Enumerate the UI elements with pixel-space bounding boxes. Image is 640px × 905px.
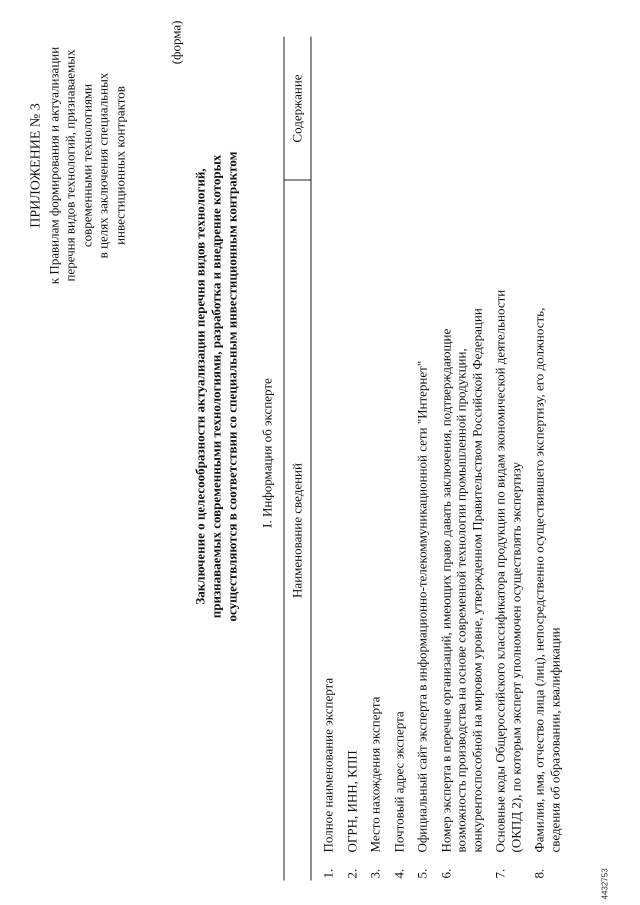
appendix-line: к Правилам формирования и актуализации	[45, 46, 61, 284]
row-number: 5.	[414, 868, 429, 878]
row-text: Номер эксперта в перечне организаций, имеющих право давать заключения, подтверждающие	[437, 328, 453, 852]
row-text: Официальный сайт эксперта в информационно-телекоммуникационной сети "Интернет"	[414, 360, 429, 852]
form-note: (форма)	[168, 20, 183, 64]
row-number: 3.	[367, 868, 382, 878]
appendix-title: ПРИЛОЖЕНИЕ № 3	[28, 102, 43, 228]
table-row	[367, 180, 383, 880]
table-row	[492, 180, 523, 880]
row-text: конкурентоспособной на мировом уровне, утвержденном Правительством Российской Федерации	[468, 307, 484, 852]
row-text: Основные коды Общероссийского классификатора продукции по видам экономической деятельности	[492, 289, 507, 852]
row-text: ОГРН, ИНН, КПП	[343, 749, 359, 852]
title-line: осуществляются в соответствии со специальным инвестиционным контрактом	[224, 151, 239, 621]
table-row	[438, 180, 485, 880]
row-number: 1.	[320, 868, 335, 878]
document-title	[192, 91, 240, 681]
appendix-header	[28, 15, 128, 315]
section-title: I. Информация об эксперте	[259, 377, 274, 528]
table-row	[344, 180, 360, 880]
row-text: Место нахождения эксперта	[367, 696, 382, 852]
title-line: Заключение о целесообразности актуализации перечня видов технологий,	[192, 167, 207, 605]
document-code: 4432753	[600, 867, 609, 899]
table-row	[531, 180, 562, 880]
row-text: Полное наименование эксперта	[320, 677, 335, 852]
row-number: 4.	[390, 868, 406, 878]
appendix-line: в целях заключения специальных	[95, 72, 110, 258]
column-header-content: Содержание	[289, 73, 304, 143]
row-text: Фамилия, имя, отчество лица (лиц), непосредственно осуществившего экспертизу, его должность,	[531, 307, 546, 852]
appendix-line: инвестиционных контрактов	[111, 85, 127, 245]
appendix-line: перечня видов технологий, признаваемых	[62, 48, 77, 282]
row-text: (ОКПД 2), по которым эксперт уполномочен осуществлять экспертизу	[507, 461, 523, 852]
row-text: сведения об образовании, квалификации	[546, 626, 562, 852]
appendix-line: современными технологиями	[78, 83, 94, 247]
table-body	[320, 180, 570, 880]
row-number: 2.	[343, 868, 359, 878]
row-number: 6.	[437, 868, 453, 878]
table-header	[283, 36, 311, 880]
title-line: признаваемых современными технологиями, разработка и внедрение которых	[208, 154, 223, 618]
table-row	[391, 180, 407, 880]
row-number: 8.	[531, 868, 546, 878]
row-number: 7.	[492, 868, 507, 878]
table-row	[320, 180, 336, 880]
row-text: Почтовый адрес эксперта	[390, 710, 406, 852]
row-text: возможность производства на основе современной технологии промышленной продукции,	[453, 347, 468, 852]
table-row	[414, 180, 430, 880]
column-header-name: Наименование сведений	[284, 179, 310, 880]
